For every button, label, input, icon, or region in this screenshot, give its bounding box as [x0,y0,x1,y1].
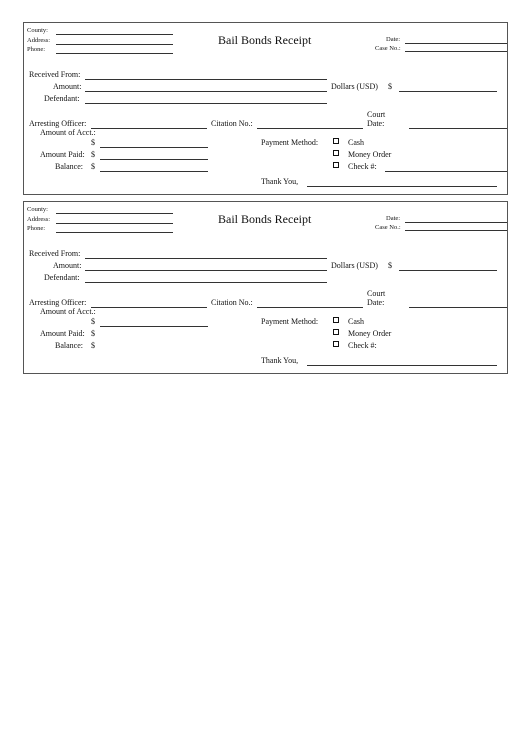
received-from-field[interactable] [85,79,327,80]
case-no-label: Case No.: [375,224,401,231]
county-field[interactable] [56,34,173,35]
amount-paid-label: Amount Paid: [40,329,85,338]
court-date-field[interactable] [409,307,507,308]
amount-of-acct-field[interactable] [100,147,208,148]
citation-no-label: Citation No.: [211,298,253,307]
court-date-label: Date: [367,298,385,307]
money-order-checkbox[interactable] [333,329,339,335]
paid-dollar-sign: $ [91,150,95,159]
money-order-checkbox[interactable] [333,150,339,156]
phone-label: Phone: [27,46,46,53]
amount-field[interactable] [85,91,327,92]
payment-method-label: Payment Method: [261,317,319,326]
bail-receipt-1 [23,22,508,195]
dollars-field[interactable] [399,91,497,92]
balance-dollar-sign: $ [91,162,95,171]
citation-no-field[interactable] [257,128,363,129]
court-label: Court [367,110,386,119]
arresting-officer-field[interactable] [91,128,207,129]
balance-field[interactable] [100,171,208,172]
signature-field[interactable] [307,365,497,366]
thank-you-label: Thank You, [261,356,299,365]
defendant-label: Defendant: [44,273,80,282]
county-label: County: [27,206,48,213]
defendant-label: Defendant: [44,94,80,103]
address-field[interactable] [56,223,173,224]
acct-dollar-sign: $ [91,138,95,147]
received-from-label: Received From: [29,70,81,79]
address-label: Address: [27,37,51,44]
court-date-field[interactable] [409,128,507,129]
citation-no-field[interactable] [257,307,363,308]
thank-you-label: Thank You, [261,177,299,186]
amount-paid-field[interactable] [100,159,208,160]
money-order-label: Money Order [348,329,392,338]
payment-method-label: Payment Method: [261,138,319,147]
amount-label: Amount: [53,261,82,270]
check-number-field[interactable] [385,171,507,172]
cash-checkbox[interactable] [333,317,339,323]
defendant-field[interactable] [85,282,327,283]
address-field[interactable] [56,44,173,45]
amount-of-acct-label: Amount of Acct.: [40,128,96,137]
date-field[interactable] [405,43,507,44]
case-no-label: Case No.: [375,45,401,52]
receipt-title: Bail Bonds Receipt [218,212,312,226]
date-label: Date: [386,36,401,43]
amount-paid-label: Amount Paid: [40,150,85,159]
cash-label: Cash [348,138,364,147]
case-no-field[interactable] [405,51,507,52]
date-field[interactable] [405,222,507,223]
amount-of-acct-field[interactable] [100,326,208,327]
received-from-field[interactable] [85,258,327,259]
dollar-sign: $ [388,82,392,91]
balance-label: Balance: [55,162,83,171]
money-order-label: Money Order [348,150,392,159]
check-number-label: Check #: [348,341,377,350]
arresting-officer-label: Arresting Officer: [29,298,87,307]
arresting-officer-field[interactable] [91,307,207,308]
balance-dollar-sign: $ [91,341,95,350]
acct-dollar-sign: $ [91,317,95,326]
phone-label: Phone: [27,225,46,232]
cash-label: Cash [348,317,364,326]
dollars-usd-label: Dollars (USD) [331,82,378,91]
paid-dollar-sign: $ [91,329,95,338]
case-no-field[interactable] [405,230,507,231]
court-label: Court [367,289,386,298]
signature-field[interactable] [307,186,497,187]
amount-of-acct-label: Amount of Acct.: [40,307,96,316]
amount-field[interactable] [85,270,327,271]
county-label: County: [27,27,48,34]
arresting-officer-label: Arresting Officer: [29,119,87,128]
defendant-field[interactable] [85,103,327,104]
receipt-title: Bail Bonds Receipt [218,33,312,47]
check-number-label: Check #: [348,162,377,171]
bail-receipt-2 [23,201,508,374]
check-checkbox[interactable] [333,162,339,168]
citation-no-label: Citation No.: [211,119,253,128]
check-checkbox[interactable] [333,341,339,347]
balance-label: Balance: [55,341,83,350]
phone-field[interactable] [56,53,173,54]
address-label: Address: [27,216,51,223]
county-field[interactable] [56,213,173,214]
dollars-usd-label: Dollars (USD) [331,261,378,270]
court-date-label: Date: [367,119,385,128]
cash-checkbox[interactable] [333,138,339,144]
amount-label: Amount: [53,82,82,91]
dollar-sign: $ [388,261,392,270]
received-from-label: Received From: [29,249,81,258]
phone-field[interactable] [56,232,173,233]
date-label: Date: [386,215,401,222]
dollars-field[interactable] [399,270,497,271]
